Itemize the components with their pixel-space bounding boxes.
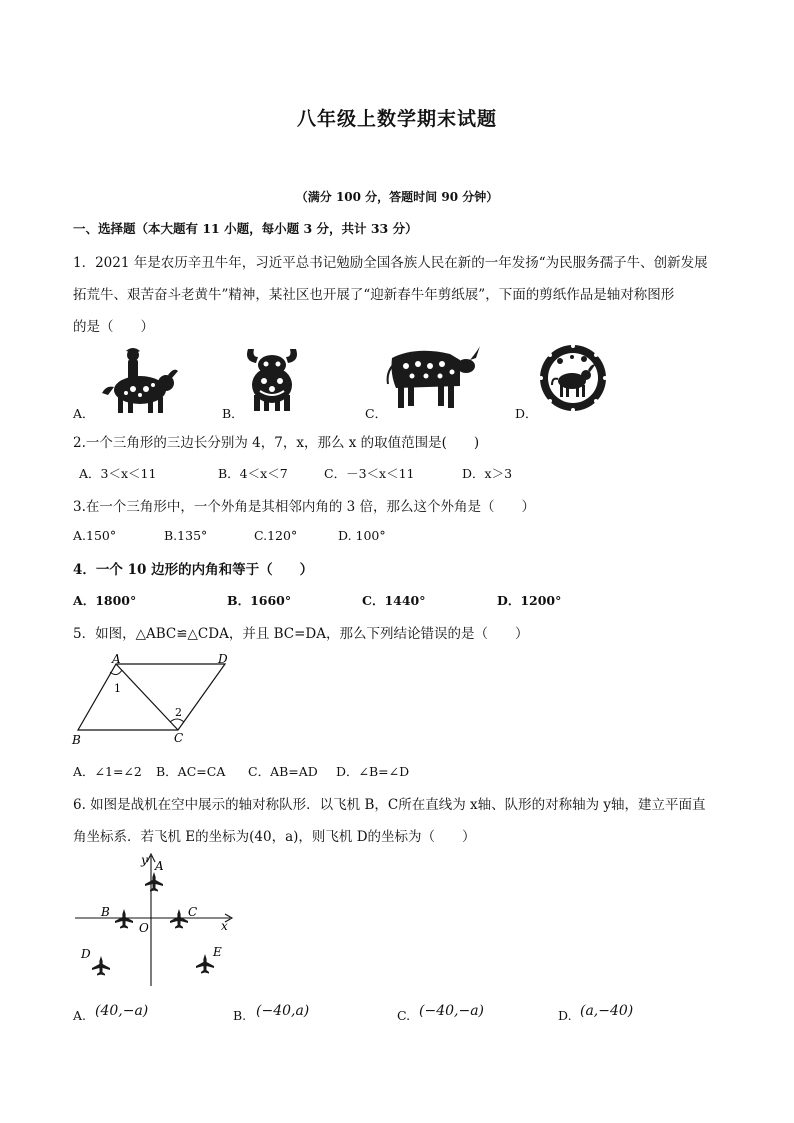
q2-option-d[interactable]: D．x＞3: [462, 466, 513, 481]
label-angle-2: 2: [175, 706, 182, 719]
label-b: B: [72, 733, 81, 747]
q2-stem: 2.一个三角形的三边长分别为 4，7，x，那么 x 的取值范围是( ): [73, 435, 480, 451]
label-c: C: [174, 731, 184, 745]
ox-paper-cut-a: [98, 345, 178, 415]
q6-option-d-letter[interactable]: D.: [558, 1008, 572, 1023]
parallelogram-abcd: [78, 664, 225, 730]
q6-jet-formation-figure: [75, 852, 245, 992]
q1-line-1: 1．2021 年是农历辛丑牛年，习近平总书记勉励全国各族人民在新的一年发扬“为民服务孺子牛、创新发展: [73, 255, 708, 271]
jet-icon-c: [170, 909, 188, 929]
q1-line-2: 拓荒牛、艰苦奋斗老黄牛”精神，某社区也开展了“迎新春牛年剪纸展”，下面的剪纸作品是轴对称图形: [73, 287, 675, 303]
label-d: D: [218, 652, 228, 666]
ox-paper-cut-c: [386, 344, 482, 412]
q6-line-2: 角坐标系．若飞机 E的坐标为(40，a)，则飞机 D的坐标为（ ）: [73, 829, 476, 845]
label-b: B: [101, 905, 110, 919]
q4-option-d[interactable]: D．1200°: [497, 593, 562, 608]
q5-option-b[interactable]: B．AC=CA: [156, 764, 226, 779]
q3-option-d[interactable]: D. 100°: [338, 528, 386, 543]
q2-option-c[interactable]: C．－3＜x＜11: [324, 466, 415, 481]
q1-option-d[interactable]: D．: [515, 406, 538, 421]
jet-icon-d: [92, 956, 110, 976]
q6-option-c-letter[interactable]: C.: [397, 1008, 411, 1023]
diagonal-ac: [116, 664, 178, 730]
ox-paper-cut-b: [242, 343, 302, 413]
q3-option-b[interactable]: B.135°: [164, 528, 208, 543]
q5-stem: 5．如图，△ABC≌△CDA，并且 BC=DA，那么下列结论错误的是（ ）: [73, 626, 529, 642]
label-d: D: [81, 947, 91, 961]
q1-option-a[interactable]: A．: [73, 406, 95, 421]
jet-icon-b: [115, 909, 133, 929]
label-c: C: [188, 905, 198, 919]
q6-option-c-value[interactable]: (−40,−a): [419, 1003, 484, 1019]
q6-option-d-value[interactable]: (a,−40): [580, 1003, 634, 1019]
exam-subtitle: （满分 100 分，答题时间 90 分钟）: [295, 190, 499, 204]
q3-option-a[interactable]: A.150°: [73, 528, 117, 543]
q4-option-b[interactable]: B．1660°: [227, 593, 292, 608]
q5-parallelogram-figure: [70, 652, 270, 747]
label-x: x: [221, 919, 228, 933]
q5-option-c[interactable]: C．AB=AD: [248, 764, 318, 779]
ox-paper-cut-d: [538, 343, 608, 413]
q2-option-b[interactable]: B．4＜x＜7: [218, 466, 288, 481]
q6-option-b-value[interactable]: (−40,a): [256, 1003, 310, 1019]
jet-icon-a: [145, 872, 163, 892]
jet-icon-e: [196, 954, 214, 974]
q4-stem: 4．一个 10 边形的内角和等于（ ）: [73, 562, 314, 578]
q2-option-a[interactable]: A．3＜x＜11: [79, 466, 157, 481]
q1-option-b[interactable]: B．: [222, 406, 244, 421]
angle-2-arc: [170, 719, 184, 722]
q5-option-d[interactable]: D．∠B=∠D: [336, 764, 410, 779]
q3-option-c[interactable]: C.120°: [254, 528, 298, 543]
q3-stem: 3.在一个三角形中，一个外角是其相邻内角的 3 倍，那么这个外角是（ ）: [73, 499, 536, 515]
q6-option-a-value[interactable]: (40,−a): [95, 1003, 149, 1019]
page-title: 八年级上数学期末试题: [296, 108, 497, 130]
label-a: A: [155, 859, 164, 873]
q1-option-c[interactable]: C．: [365, 406, 388, 421]
label-o: O: [139, 921, 149, 935]
q6-line-1: 6. 如图是战机在空中展示的轴对称队形．以飞机 B，C所在直线为 x轴、队形的对称轴为 y轴，建立平面直: [73, 797, 706, 813]
q5-option-a[interactable]: A．∠1=∠2: [73, 764, 142, 779]
q4-option-c[interactable]: C．1440°: [362, 593, 426, 608]
label-e: E: [213, 945, 222, 959]
q1-line-3: 的是（ ）: [73, 319, 154, 335]
section-heading: 一、选择题（本大题有 11 小题，每小题 3 分，共计 33 分）: [73, 221, 418, 236]
q6-option-b-letter[interactable]: B.: [233, 1008, 247, 1023]
label-angle-1: 1: [114, 682, 121, 695]
label-a: A: [112, 652, 121, 666]
q4-option-a[interactable]: A．1800°: [73, 593, 137, 608]
label-y: y: [141, 853, 148, 867]
q6-option-a-letter[interactable]: A.: [73, 1008, 87, 1023]
